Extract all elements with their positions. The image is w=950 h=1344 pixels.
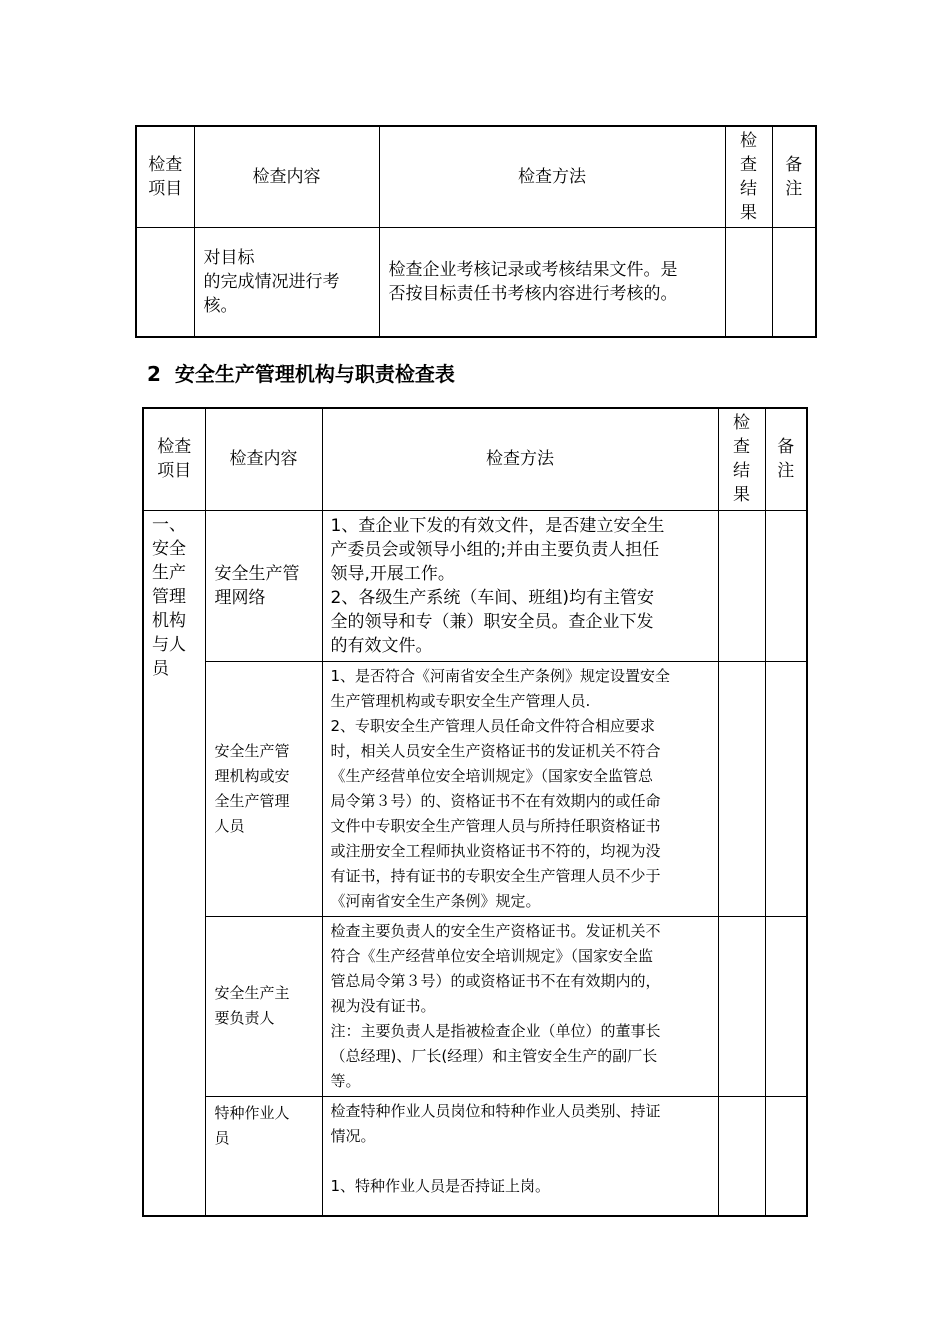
category-cell: 一、 安全 生产 管理 机构 与人 员 <box>143 510 205 1216</box>
header-content: 检查内容 <box>194 126 379 227</box>
table-row <box>143 916 807 1096</box>
inspection-table-2 <box>142 407 808 1217</box>
header-item: 检查 项目 <box>136 126 194 227</box>
remark-cell <box>765 1096 807 1216</box>
content-cell: 安全生产主 要负责人 <box>205 916 322 1096</box>
header-remark: 备 注 <box>772 126 816 227</box>
method-cell: 1、查企业下发的有效文件，是否建立安全生 产委员会或领导小组的;并由主要负责人担任 领导,开展工作。 2、各级生产系统（车间、班组)均有主管安 全的领导和专（兼）职安全员。查企业下发 的有效文件。 <box>322 510 718 661</box>
content-cell: 安全生产管 理机构或安 全生产管理 人员 <box>205 661 322 916</box>
header-method: 检查方法 <box>379 126 725 227</box>
method-cell: 检查主要负责人的安全生产资格证书。发证机关不 符合《生产经营单位安全培训规定》（国家安全监 管总局令第３号）的或资格证书不在有效期内的， 视为没有证书。 注：主要负责人是指被检查企业（单位）的董事长 （总经理)、厂长(经理）和主管安全生产的副厂长 等。 <box>322 916 718 1096</box>
table-row <box>143 510 807 661</box>
content-cell: 安全生产管 理网络 <box>205 510 322 661</box>
header-result: 检 查 结 果 <box>718 408 765 510</box>
table-header-row <box>136 126 816 227</box>
content-cell: 特种作业人 员 <box>205 1096 322 1216</box>
result-cell <box>718 916 765 1096</box>
section-heading: 2 安全生产管理机构与职责检查表 <box>147 362 455 386</box>
header-remark: 备 注 <box>765 408 807 510</box>
result-cell <box>718 510 765 661</box>
header-method: 检查方法 <box>322 408 718 510</box>
header-result: 检 查 结 果 <box>725 126 772 227</box>
item-cell <box>136 227 194 337</box>
content-cell: 对目标 的完成情况进行考 核。 <box>194 227 379 337</box>
header-item: 检查 项目 <box>143 408 205 510</box>
table-row <box>143 1096 807 1216</box>
remark-cell <box>765 510 807 661</box>
remark-cell <box>765 916 807 1096</box>
inspection-table-1 <box>135 125 817 338</box>
method-cell: 检查特种作业人员岗位和特种作业人员类别、持证 情况。 1、特种作业人员是否持证上岗。 <box>322 1096 718 1216</box>
method-cell: 检查企业考核记录或考核结果文件。是 否按目标责任书考核内容进行考核的。 <box>379 227 725 337</box>
header-content: 检查内容 <box>205 408 322 510</box>
method-cell: 1、是否符合《河南省安全生产条例》规定设置安全 生产管理机构或专职安全生产管理人员. 2、专职安全生产管理人员任命文件符合相应要求 时，相关人员安全生产资格证书的发证机关不符合 《生产经营单位安全培训规定》（国家安全监管总 局令第３号）的、资格证书不在有效期内的或任命 文件中专职安全生产管理人员与所持任职资格证书 或注册安全工程师执业资格证书不符的，均视为没 有证书，持有证书的专职安全生产管理人员不少于 《河南省安全生产条例》规定。 <box>322 661 718 916</box>
result-cell <box>718 1096 765 1216</box>
table-header-row <box>143 408 807 510</box>
remark-cell <box>765 661 807 916</box>
result-cell <box>725 227 772 337</box>
result-cell <box>718 661 765 916</box>
table-row <box>143 661 807 916</box>
table-row <box>136 227 816 337</box>
remark-cell <box>772 227 816 337</box>
